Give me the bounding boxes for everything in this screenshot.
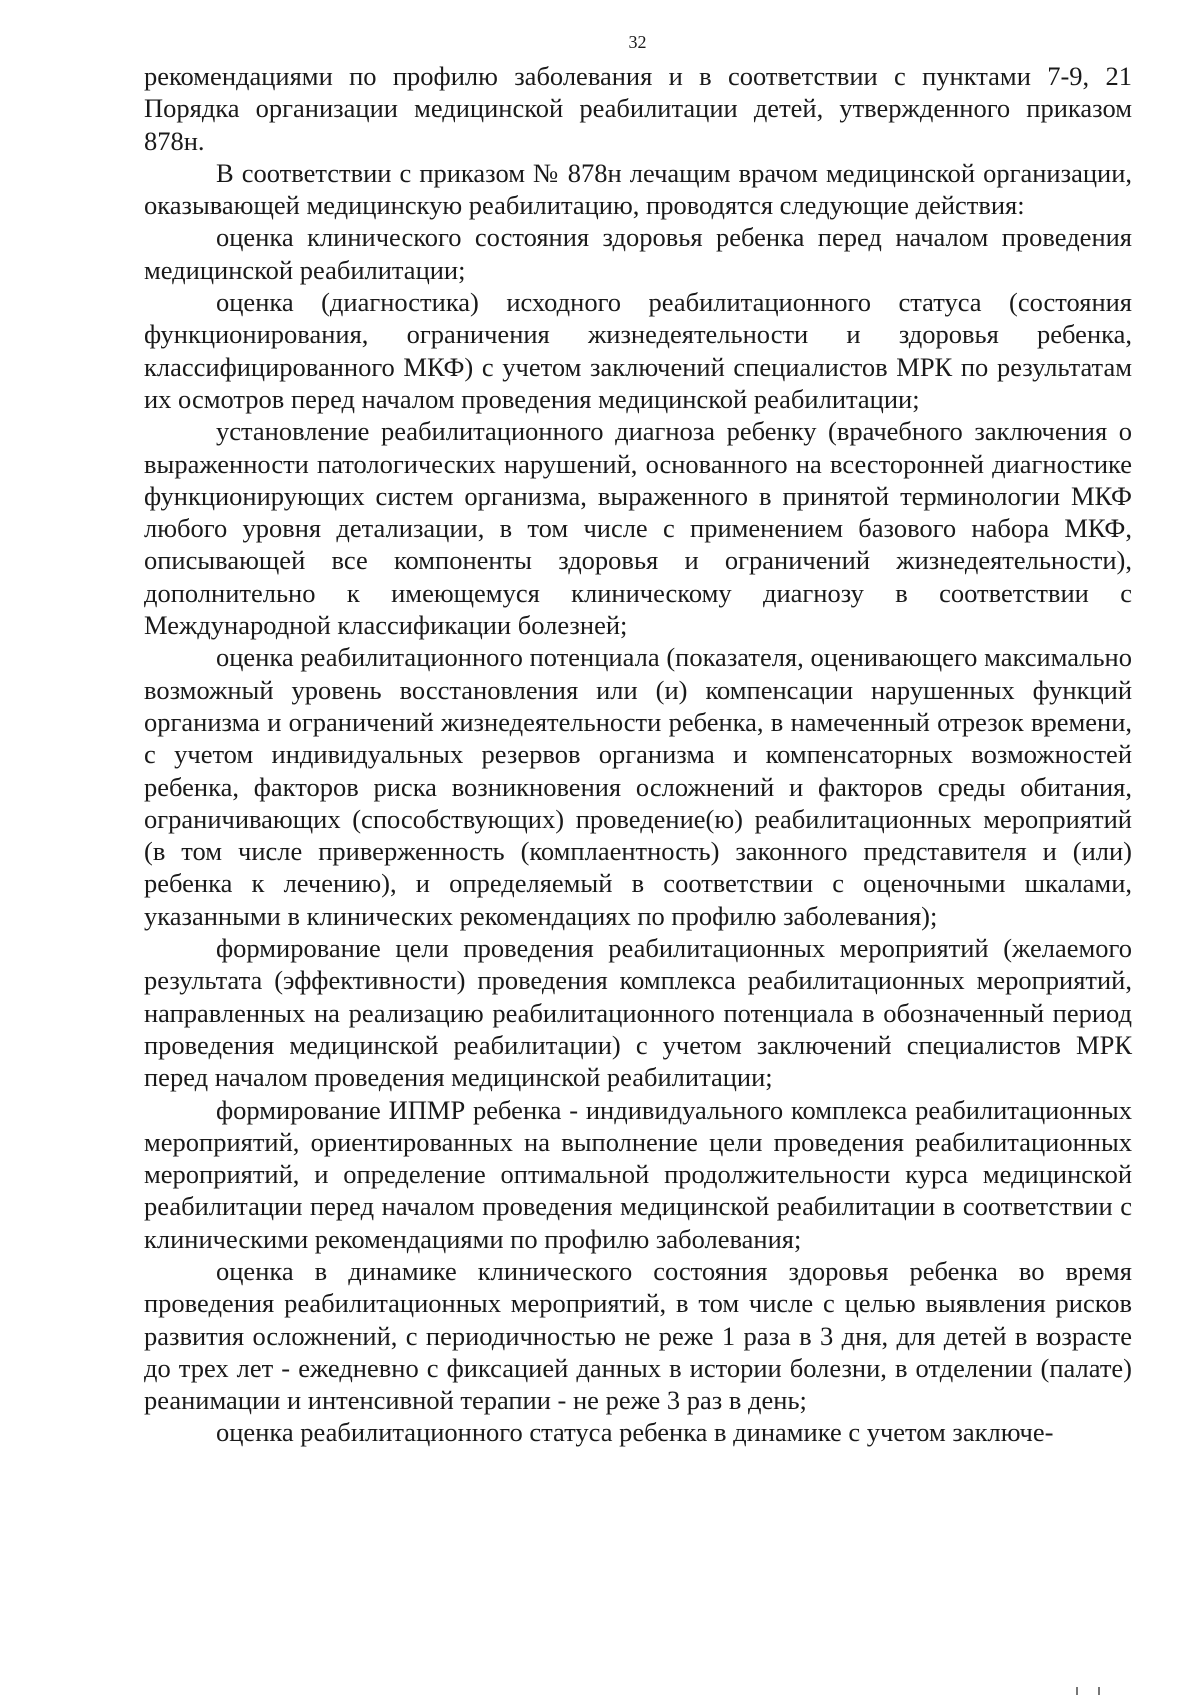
list-item: установление реабилитационного диагноза ребенку (врачебного заключения о выраженности патологических нарушений, основанного на всесторонней диагностике функционирующих систем организма, выраженного в принятой терминологии МКФ любого уровня детализации, в том числе с применением базового набора МКФ, описывающей все компоненты здоровья и ограничений жизнедеятельности), дополнительно к имеющемуся клиническому диагнозу в соответствии с Международной классификации болезней; [144, 416, 1132, 641]
scan-corner-mark [1076, 1687, 1100, 1695]
list-item-continued: оценка реабилитационного статуса ребенка в динамике с учетом заключе- [216, 1417, 1054, 1448]
list-item: оценка реабилитационного потенциала (показателя, оценивающего максимально возможный уровень восстановления или (и) компенсации нарушенных функций организма и ограничений жизнедеятельности ребенка, в намеченный отрезок времени, с учетом индивидуальных резервов организма и компенсаторных возможностей ребенка, факторов риска возникновения осложнений и факторов среды обитания, ограничивающих (способствующих) проведение(ю) реабилитационных мероприятий (в том числе приверженность (комплаентность) законного представителя и (или) ребенка к лечению), и определяемый в соответствии с оценочными шкалами, указанными в клинических рекомендациях по профилю заболевания); [144, 642, 1132, 931]
list-item: формирование цели проведения реабилитационных мероприятий (желаемого результата (эффективности) проведения комплекса реабилитационных мероприятий, направленных на реализацию реабилитационного потенциала в обозначенный период проведения медицинской реабилитации) с учетом заключений специалистов МРК перед началом проведения медицинской реабилитации; [144, 933, 1132, 1093]
page-number: 32 [628, 32, 647, 52]
list-item: формирование ИПМР ребенка - индивидуального комплекса реабилитационных мероприятий, ориентированных на выполнение цели проведения реабилитационных мероприятий, и определение оптимальной продолжительности курса медицинской реабилитации перед началом проведения медицинской реабилитации в соответствии с клиническими рекомендациями по профилю заболевания; [144, 1094, 1132, 1254]
list-item: оценка (диагностика) исходного реабилитационного статуса (состояния функционирования, ограничения жизнедеятельности и здоровья ребенка, классифицированного МКФ) с учетом заключений специалистов МРК по результатам их осмотров перед началом проведения медицинской реабилитации; [144, 287, 1132, 414]
list-item: оценка клинического состояния здоровья ребенка перед началом проведения медицинской реабилитации; [144, 222, 1132, 285]
paragraph-intro: В соответствии с приказом № 878н лечащим врачом медицинской организации, оказывающей медицинскую реабилитацию, проводятся следующие действия: [144, 157, 1132, 221]
list-item: оценка в динамике клинического состояния здоровья ребенка во время проведения реабилитационных мероприятий, в том числе с целью выявления рисков развития осложнений, с периодичностью не реже 1 раза в 3 дня, для детей в возрасте до трех лет - ежедневно с фиксацией данных в истории болезни, в отделении (палате) реанимации и интенсивной терапии - не реже 3 раз в день; [144, 1255, 1132, 1416]
document-body [144, 60, 1132, 1449]
paragraph-continuation: рекомендациями по профилю заболевания и в соответствии с пунктами 7-9, 21 Порядка организации медицинской реабилитации детей, утвержденного приказом 878н. [144, 61, 1132, 156]
